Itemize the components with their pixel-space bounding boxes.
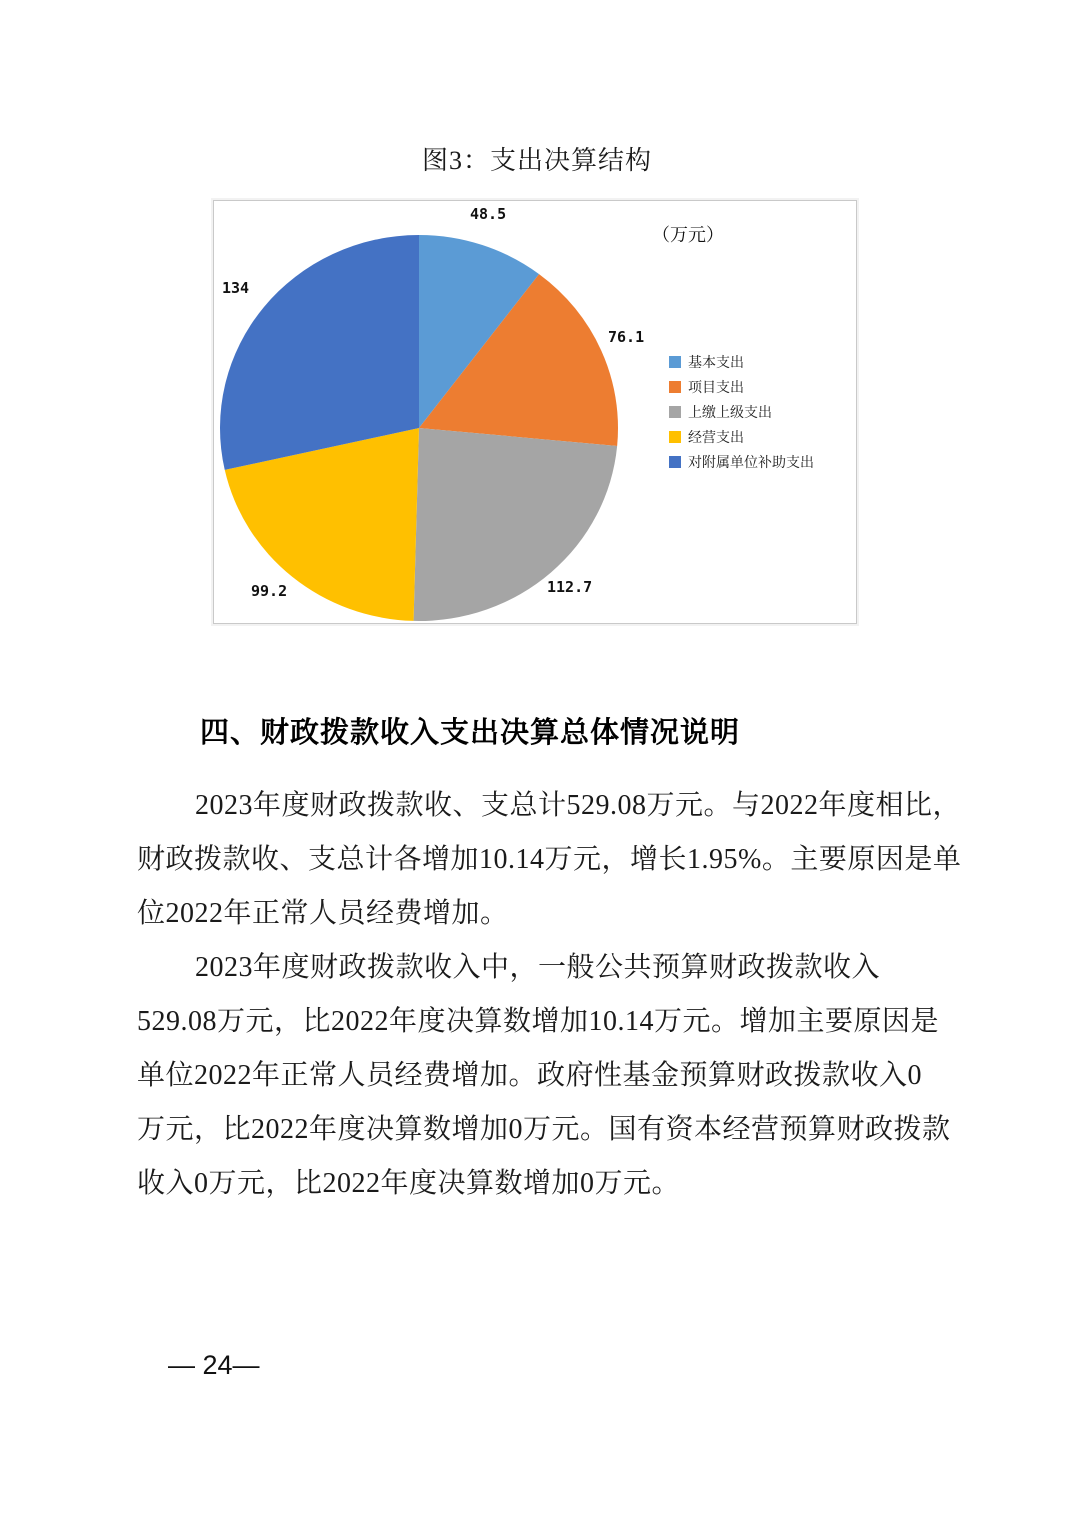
legend-swatch-icon [669,406,681,418]
paragraph-line: 收入0万元，比2022年度决算数增加0万元。 [137,1168,681,1199]
pie-data-label: 76.1 [608,328,645,346]
legend-label: 经营支出 [688,430,744,446]
chart-unit-label: （万元） [652,225,724,245]
legend-label: 上缴上级支出 [688,405,772,421]
legend-item [669,399,814,424]
paragraph-line: 2023年度财政拨款收入中，一般公共预算财政拨款收入 [195,952,881,983]
paragraph-line: 2023年度财政拨款收、支总计529.08万元。与2022年度相比， [195,790,962,821]
pie-data-label: 99.2 [251,582,288,600]
paragraph-line: 万元，比2022年度决算数增加0万元。国有资本经营预算财政拨款 [137,1114,951,1145]
legend-label: 项目支出 [688,380,744,396]
pie-data-label: 48.5 [470,205,507,223]
legend-swatch-icon [669,381,681,393]
legend-swatch-icon [669,356,681,368]
pie-chart-container [213,200,857,624]
legend-swatch-icon [669,431,681,443]
paragraph-line: 单位2022年正常人员经费增加。政府性基金预算财政拨款收入0 [137,1060,923,1091]
legend-item [669,424,814,449]
paragraph-line: 财政拨款收、支总计各增加10.14万元，增长1.95%。主要原因是单 [137,844,962,875]
paragraph-line: 529.08万元，比2022年度决算数增加10.14万元。增加主要原因是 [137,1006,940,1037]
chart-legend [669,349,814,474]
pie-data-label: 112.7 [547,578,593,596]
legend-item [669,349,814,374]
legend-swatch-icon [669,456,681,468]
legend-label: 基本支出 [688,355,744,371]
page-number: — 24— [168,1350,260,1380]
legend-item [669,374,814,399]
legend-item [669,449,814,474]
pie-data-label: 134 [222,279,250,297]
legend-label: 对附属单位补助支出 [688,455,814,471]
figure-title: 图3：支出决算结构 [421,146,652,175]
body-text [137,779,962,1211]
paragraph-line: 位2022年正常人员经费增加。 [137,898,509,929]
section-heading: 四、财政拨款收入支出决算总体情况说明 [200,717,741,749]
